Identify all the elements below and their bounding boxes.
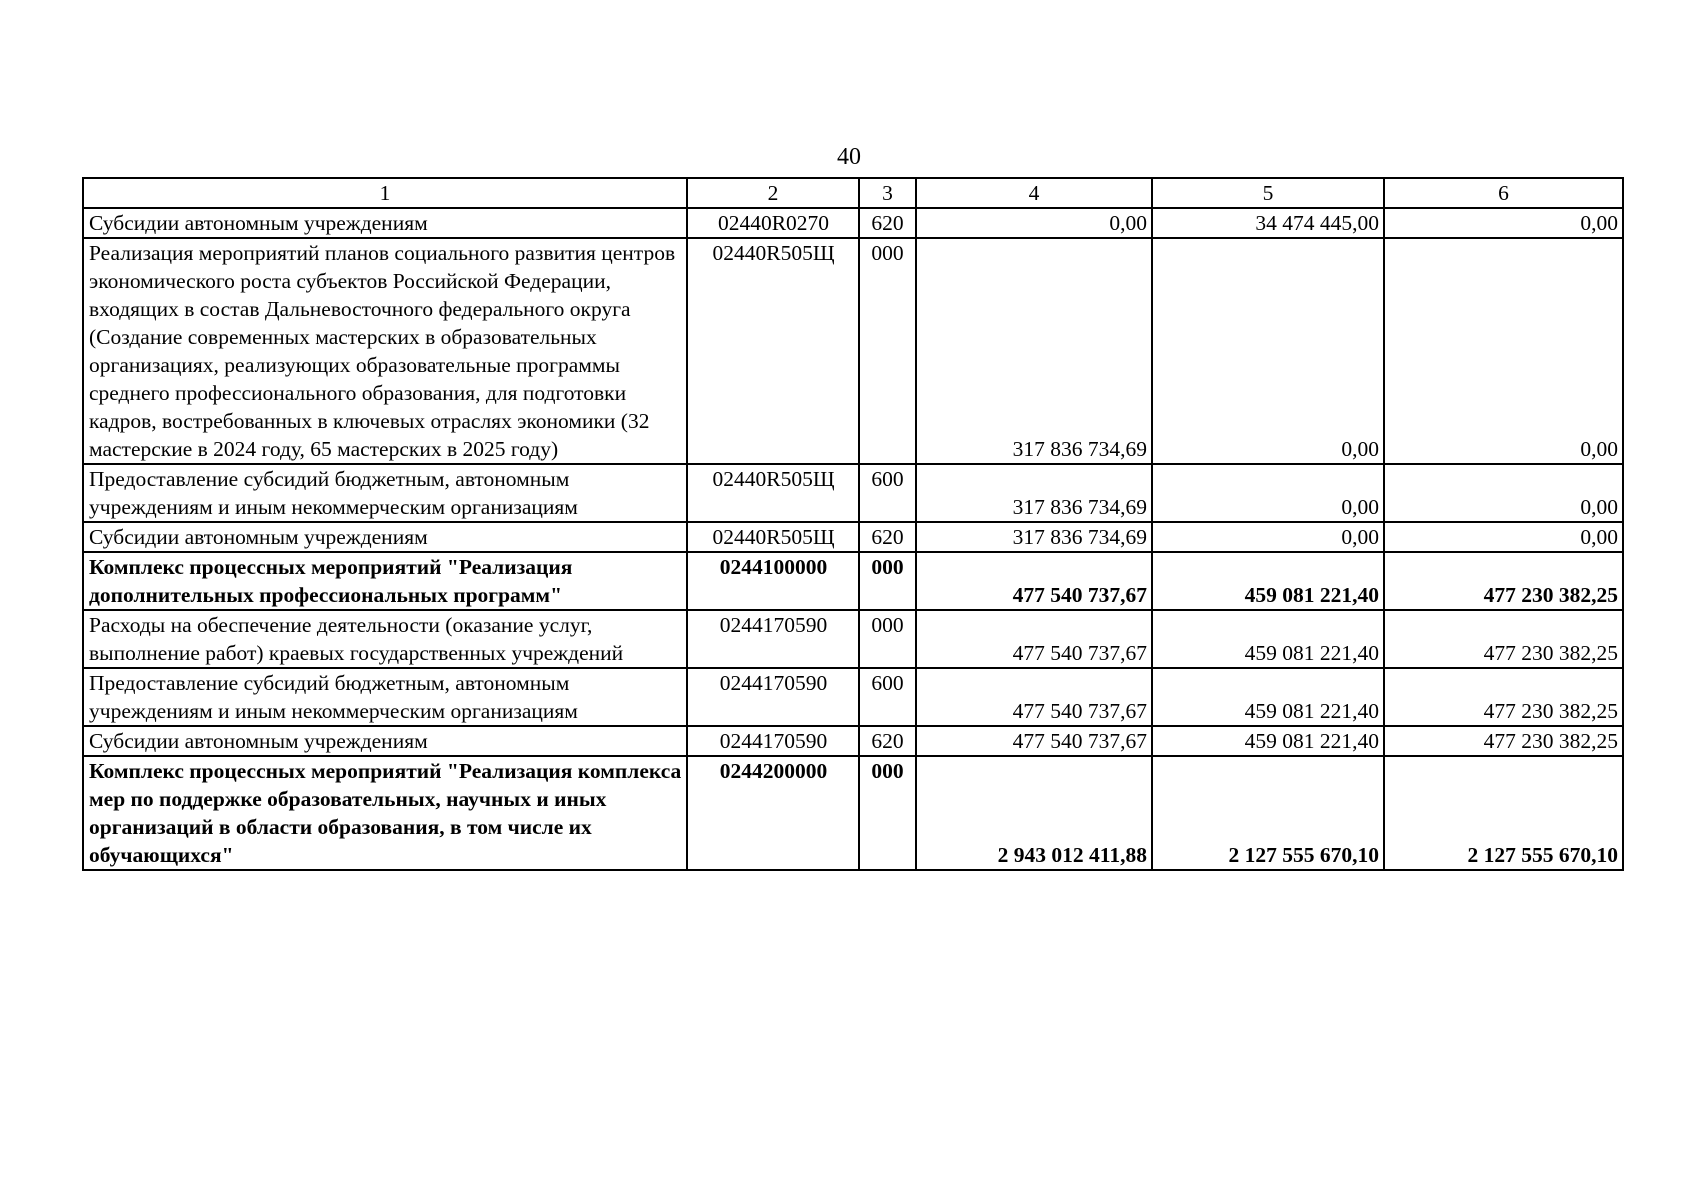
column-header-3: 3 xyxy=(859,178,916,208)
row-amount-col6: 2 127 555 670,10 xyxy=(1384,756,1623,870)
column-header-6: 6 xyxy=(1384,178,1623,208)
table-row xyxy=(83,522,1623,552)
table-row xyxy=(83,464,1623,522)
row-target-code: 0244170590 xyxy=(687,668,859,726)
row-expense-type: 000 xyxy=(859,552,916,610)
column-header-5: 5 xyxy=(1152,178,1384,208)
row-amount-col6: 0,00 xyxy=(1384,464,1623,522)
row-target-code: 0244200000 xyxy=(687,756,859,870)
row-expense-type: 600 xyxy=(859,668,916,726)
table-header-row xyxy=(83,178,1623,208)
row-name: Комплекс процессных мероприятий "Реализация комплекса мер по поддержке образовательных, научных и иных организаций в области образования, в том числе их обучающихся" xyxy=(83,756,687,870)
row-target-code: 02440R0270 xyxy=(687,208,859,238)
row-amount-col5: 459 081 221,40 xyxy=(1152,668,1384,726)
row-amount-col5: 459 081 221,40 xyxy=(1152,552,1384,610)
row-target-code: 02440R505Щ xyxy=(687,238,859,464)
table-row xyxy=(83,610,1623,668)
row-expense-type: 000 xyxy=(859,238,916,464)
row-amount-col5: 0,00 xyxy=(1152,238,1384,464)
row-expense-type: 620 xyxy=(859,208,916,238)
table-row xyxy=(83,756,1623,870)
row-amount-col6: 477 230 382,25 xyxy=(1384,668,1623,726)
row-amount-col4: 317 836 734,69 xyxy=(916,522,1152,552)
row-amount-col6: 0,00 xyxy=(1384,208,1623,238)
table-row xyxy=(83,208,1623,238)
row-name: Субсидии автономным учреждениям xyxy=(83,522,687,552)
row-expense-type: 000 xyxy=(859,756,916,870)
row-name: Субсидии автономным учреждениям xyxy=(83,726,687,756)
row-target-code: 0244170590 xyxy=(687,610,859,668)
row-amount-col5: 459 081 221,40 xyxy=(1152,726,1384,756)
row-amount-col4: 477 540 737,67 xyxy=(916,610,1152,668)
row-amount-col6: 0,00 xyxy=(1384,238,1623,464)
table-row xyxy=(83,552,1623,610)
row-target-code: 02440R505Щ xyxy=(687,522,859,552)
row-amount-col4: 477 540 737,67 xyxy=(916,726,1152,756)
row-amount-col5: 0,00 xyxy=(1152,522,1384,552)
row-amount-col4: 477 540 737,67 xyxy=(916,668,1152,726)
row-target-code: 02440R505Щ xyxy=(687,464,859,522)
row-amount-col4: 2 943 012 411,88 xyxy=(916,756,1152,870)
row-amount-col4: 477 540 737,67 xyxy=(916,552,1152,610)
column-header-4: 4 xyxy=(916,178,1152,208)
row-amount-col4: 0,00 xyxy=(916,208,1152,238)
budget-table xyxy=(82,177,1624,871)
row-name: Субсидии автономным учреждениям xyxy=(83,208,687,238)
page-number: 40 xyxy=(837,144,861,170)
row-expense-type: 000 xyxy=(859,610,916,668)
row-amount-col5: 459 081 221,40 xyxy=(1152,610,1384,668)
row-expense-type: 620 xyxy=(859,522,916,552)
row-name: Комплекс процессных мероприятий "Реализация дополнительных профессиональных программ" xyxy=(83,552,687,610)
row-name: Расходы на обеспечение деятельности (оказание услуг, выполнение работ) краевых государственных учреждений xyxy=(83,610,687,668)
row-amount-col5: 0,00 xyxy=(1152,464,1384,522)
row-expense-type: 620 xyxy=(859,726,916,756)
row-amount-col4: 317 836 734,69 xyxy=(916,464,1152,522)
row-amount-col4: 317 836 734,69 xyxy=(916,238,1152,464)
row-target-code: 0244170590 xyxy=(687,726,859,756)
row-amount-col6: 477 230 382,25 xyxy=(1384,610,1623,668)
row-expense-type: 600 xyxy=(859,464,916,522)
table-row xyxy=(83,238,1623,464)
row-name: Реализация мероприятий планов социального развития центров экономического роста субъектов Российской Федерации, входящих в состав Дальневосточного федерального округа (Создание современных мастерских в образовательных организациях, реализующих образовательные программы среднего профессионального образования, для подготовки кадров, востребованных в ключевых отраслях экономики (32 мастерские в 2024 году, 65 мастерских в 2025 году) xyxy=(83,238,687,464)
column-header-2: 2 xyxy=(687,178,859,208)
table-row xyxy=(83,668,1623,726)
row-amount-col5: 2 127 555 670,10 xyxy=(1152,756,1384,870)
column-header-1: 1 xyxy=(83,178,687,208)
row-amount-col6: 477 230 382,25 xyxy=(1384,552,1623,610)
table-row xyxy=(83,726,1623,756)
row-amount-col6: 477 230 382,25 xyxy=(1384,726,1623,756)
row-amount-col6: 0,00 xyxy=(1384,522,1623,552)
row-name: Предоставление субсидий бюджетным, автономным учреждениям и иным некоммерческим организациям xyxy=(83,464,687,522)
row-amount-col5: 34 474 445,00 xyxy=(1152,208,1384,238)
row-name: Предоставление субсидий бюджетным, автономным учреждениям и иным некоммерческим организациям xyxy=(83,668,687,726)
row-target-code: 0244100000 xyxy=(687,552,859,610)
